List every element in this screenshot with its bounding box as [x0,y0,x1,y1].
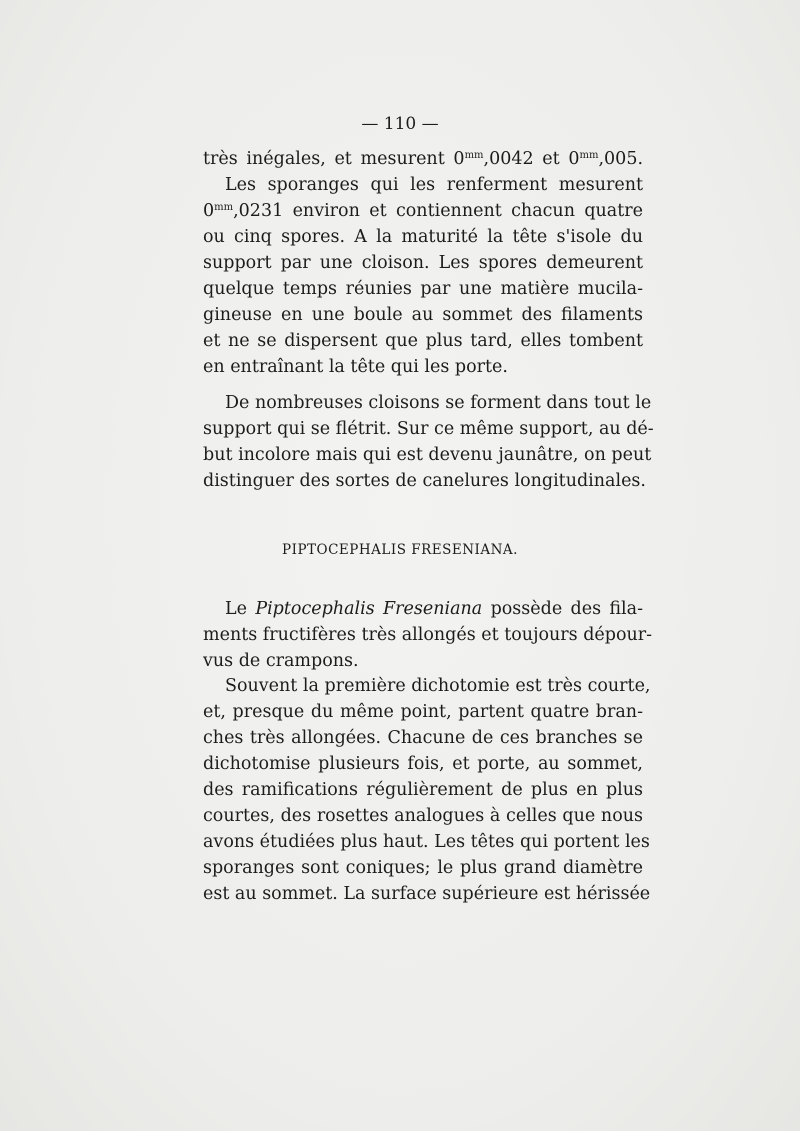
paragraph-freseniana-intro [203,596,653,674]
text-line: gineuse en une boule au sommet des filaments [203,305,643,325]
text-line: Souvent la première dichotomie est très courte, [225,676,651,696]
text-line: et ne se dispersent que plus tard, elles tombent [203,331,643,351]
text-line: courtes, des rosettes analogues à celles que nous [203,806,643,826]
paragraph-dichotomie [203,673,651,907]
text-line: est au sommet. La surface supérieure est hérissée [203,884,651,904]
text-line: Le Piptocephalis Freseniana possède des fila- [225,599,643,619]
unit-superscript: mm [464,150,484,161]
text-line: très inégales, et mesurent $0^{mm},0042$ et $0^{mm},005$. [203,149,644,169]
text-line: but incolore mais qui est devenu jaunâtre, on peut [203,445,652,465]
text-line: ou cinq spores. A la maturité la tête s'isole du [203,227,643,247]
page-number: — 110 — [361,114,439,134]
text-line: De nombreuses cloisons se forment dans tout le [225,393,652,413]
text-line: support qui se flétrit. Sur ce même support, au dé- [203,419,654,439]
text-line: distinguer des sortes de canelures longitudinales. [203,471,646,491]
text-line: support par une cloison. Les spores demeurent [203,253,643,273]
text-line: avons étudiées plus haut. Les têtes qui portent les [203,832,650,852]
text-line: Les sporanges qui les renferment mesurent [225,175,643,195]
species-name: Piptocephalis Freseniana [255,599,483,619]
text-line: sporanges sont coniques; le plus grand diamètre [203,858,643,878]
section-heading: PIPTOCEPHALIS FRESENIANA. [282,542,518,558]
text-line: des ramifications régulièrement de plus en plus [203,780,643,800]
text-line: ments fructifères très allongés et toujours dépour- [203,625,653,645]
text-line: $0^{mm},0231$ environ et contiennent chacun quatre [203,201,643,221]
paragraph-sporanges [203,146,643,380]
unit-superscript: mm [214,202,234,213]
text-line: vus de crampons. [203,651,359,671]
unit-superscript: mm [579,150,599,161]
text-line: dichotomise plusieurs fois, et porte, au sommet, [203,754,643,774]
text-line: ches très allongées. Chacune de ces branches se [203,728,643,748]
text-line: et, presque du même point, partent quatre bran- [203,702,643,722]
text-line: quelque temps réunies par une matière mucila- [203,279,643,299]
paragraph-cloisons [203,390,654,494]
text-line: en entraînant la tête qui les porte. [203,357,508,377]
